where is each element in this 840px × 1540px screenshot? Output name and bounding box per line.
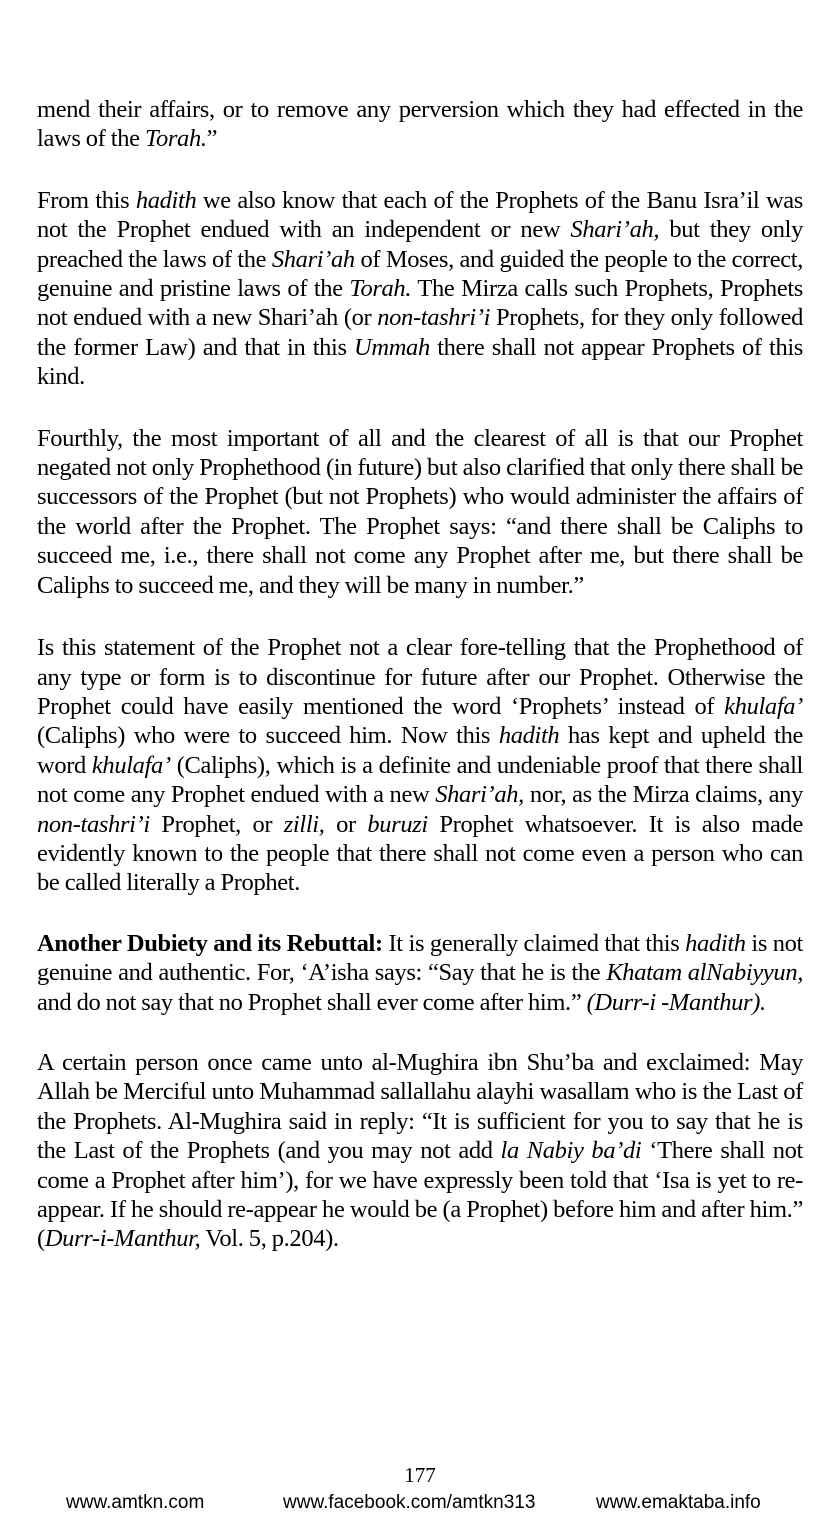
text-segment: non-tashri’i (377, 304, 491, 332)
paragraph (37, 929, 803, 1017)
text-segment: Prophet whatsoever. It is also made evidently known to the people that there shall not come even a person who can be called literally a Prophet. (37, 810, 803, 897)
text-segment: Fourthly, the most important of all and the clearest of all is that our Prophet negated not only Prophethood (in future) but also clarified that only there shall be successors of the Prophet (but not Prophets) who would administer the affairs of the world after the Prophet. The Prophet says: “and there shall be Caliphs to succeed me, i.e., there shall not come any Prophet after me, but there shall be Caliphs to succeed me, and they will be many in number.” (37, 424, 803, 599)
text-segment: The Mirza calls such Prophets, Prophets not endued with a new Shari’ah (or (37, 275, 803, 332)
text-segment: non-tashri’i (37, 810, 150, 838)
text-segment: hadith (498, 722, 560, 750)
text-segment: From this (37, 186, 136, 214)
text-segment: but they only preached the laws of the (37, 216, 803, 273)
text-segment: Prophet, or (149, 810, 284, 838)
text-segment: A certain person once came unto al-Mughira ibn Shu’ba and exclaimed: May Allah be Merciful unto Muhammad sallallahu alayhi wasallam who is the Last of the Prophets. Al-Mughira said in reply: “It is sufficient for you to say that he is the Last of the Prophets (and you may not add (37, 1048, 803, 1165)
text-segment: Torah. (349, 275, 412, 303)
section-heading: Another Dubiety and its Rebuttal: (37, 929, 383, 957)
text-segment: we also know that each of the Prophets of the Banu Isra’il was not the Prophet endued with an independent or new (37, 186, 803, 244)
text-segment: la Nabiy ba’di (500, 1137, 642, 1165)
text-segment: (Caliphs) who were to succeed him. Now this (37, 722, 499, 750)
text-segment: (Durr-i -Manthur). (586, 988, 766, 1016)
text-segment: hadith (135, 186, 197, 214)
text-segment: hadith (685, 929, 746, 957)
text-segment: there shall not appear Prophets of this kind. (37, 333, 803, 391)
text-segment: Shari’ah (271, 245, 355, 273)
text-segment: (Caliphs), which is a definite and undeniable proof that there shall not come any Prophet endued with a new (37, 751, 803, 809)
footer-link-emaktaba[interactable]: www.emaktaba.info (596, 1492, 761, 1513)
text-segment: Khatam alNabiyyun, (606, 959, 803, 987)
paragraph (37, 1048, 803, 1254)
text-segment: Durr-i-Manthur, (44, 1225, 201, 1253)
text-segment: and do not say that no Prophet shall ever come after him.” (37, 988, 587, 1016)
text-segment: of Moses, and guided the people to the correct, genuine and pristine laws of the (37, 245, 803, 303)
text-segment: Torah. (144, 125, 207, 153)
paragraph (37, 186, 803, 392)
text-segment: Vol. 5, p.204). (200, 1225, 339, 1253)
text-segment: Ummah (354, 333, 430, 361)
text-segment: buruzi (367, 810, 428, 838)
body-text (37, 95, 803, 1284)
text-segment: or (324, 810, 368, 838)
paragraph (37, 424, 803, 600)
text-segment: ‘There shall not come a Prophet after him’), for we have expressly been told that ‘Isa is yet to re-appear. If he should re-appear he would be (a Prophet) before him and after him.” ( (37, 1137, 803, 1253)
text-segment: khulafa’ (91, 751, 171, 779)
text-segment: Shari’ah, (570, 216, 660, 244)
paragraph (37, 95, 803, 154)
text-segment: It is generally claimed that this (382, 929, 686, 957)
text-segment: nor, as the Mirza claims, any (523, 781, 803, 809)
text-segment: Shari’ah, (435, 781, 524, 809)
footer-link-facebook[interactable]: www.facebook.com/amtkn313 (283, 1492, 536, 1513)
text-segment: zilli, (283, 810, 325, 838)
text-segment: is not genuine and authentic. For, ‘A’isha says: “Say that he is the (37, 929, 804, 987)
footer-link-amtkn[interactable]: www.amtkn.com (66, 1492, 205, 1513)
text-segment: mend their affairs, or to remove any perversion which they had effected in the laws of the (37, 96, 803, 153)
text-segment: Prophets, for they only followed the former Law) and that in this (37, 304, 803, 361)
text-segment: ” (206, 125, 218, 153)
text-segment: khulafa’ (724, 692, 803, 720)
text-segment: Is this statement of the Prophet not a clear fore-telling that the Prophethood of any type or form is to discontinue for future after our Prophet. Otherwise the Prophet could have easily mentioned the word ‘Prophets’ instead of (37, 634, 803, 720)
page-number: 177 (404, 1463, 436, 1487)
paragraph (37, 633, 803, 898)
text-segment: has kept and upheld the word (37, 722, 803, 779)
